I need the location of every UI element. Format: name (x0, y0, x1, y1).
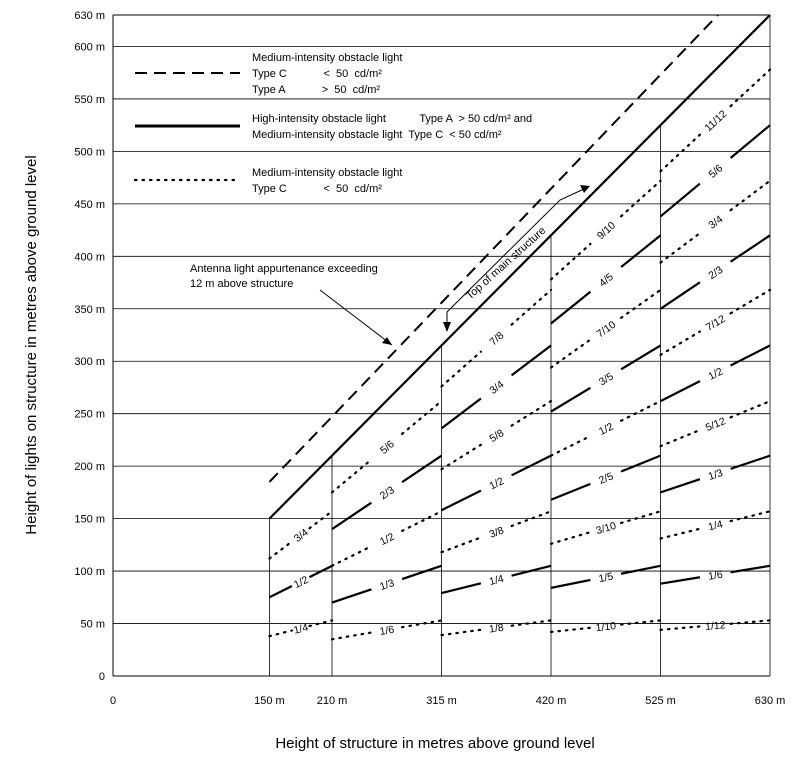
segment-dotted-33-b (731, 290, 770, 313)
y-tick-label-5: 250 m (74, 408, 105, 421)
fraction-label-7: 5/6 (377, 438, 397, 457)
y-tick-label-13: 630 m (74, 10, 105, 22)
fraction-label-4: 1/4 (292, 621, 310, 637)
y-tick-labels (74, 10, 105, 683)
segment-dotted-16-a (442, 630, 481, 635)
y-tick-label-12: 600 m (74, 41, 105, 54)
antenna-annotation-line-1: Antenna light appurtenance exceeding (190, 263, 378, 275)
segment-dotted-7-a (332, 460, 371, 493)
fraction-label-33: 7/12 (703, 312, 728, 334)
segment-dotted-23-b (621, 401, 660, 421)
segment-dotted-14-a (442, 445, 481, 470)
segment-solid-17-a (551, 292, 590, 324)
y-tick-label-6: 300 m (74, 356, 105, 369)
fraction-label-18: 3/5 (596, 370, 616, 389)
fraction-label-32: 3/4 (706, 213, 726, 232)
x-tick-label-0: 0 (109, 695, 117, 707)
y-tick-label-10: 500 m (74, 146, 105, 159)
segment-solid-28-a (661, 381, 700, 401)
fraction-label-22: 7/10 (594, 318, 619, 341)
segment-dotted-32-b (731, 181, 770, 210)
segment-solid-29-b (731, 456, 770, 469)
x-tick-label-1: 150 m (254, 695, 285, 707)
segment-solid-27-b (731, 235, 770, 261)
segment-dotted-36-a (661, 626, 700, 629)
y-tick-label-0: 0 (98, 671, 105, 683)
segment-dotted-31-a (661, 135, 700, 172)
segment-dotted-23-a (551, 436, 590, 456)
segment-dotted-24-b (621, 511, 660, 523)
segment-solid-18-a (551, 388, 590, 412)
segment-solid-6-a (332, 589, 371, 602)
segment-solid-18-b (621, 346, 660, 370)
segment-solid-19-a (551, 484, 590, 500)
segment-solid-29-a (661, 479, 700, 492)
y-tick-label-11: 550 m (74, 93, 105, 106)
fraction-label-28: 1/2 (706, 365, 725, 383)
segment-solid-6-b (402, 566, 441, 579)
y-tick-label-7: 350 m (74, 303, 105, 316)
x-tick-label-3: 315 m (426, 695, 457, 707)
fraction-label-36: 1/12 (704, 619, 727, 633)
segment-solid-20-b (621, 566, 660, 574)
fraction-label-29: 1/3 (706, 466, 725, 483)
segment-dotted-4-a (269, 630, 292, 636)
segment-dotted-13-a (442, 352, 481, 387)
legend-dotted-line-1: Medium-intensity obstacle light (252, 167, 403, 179)
segment-solid-20-a (551, 580, 590, 588)
segment-solid-2-b (309, 566, 332, 577)
annotations (190, 185, 590, 345)
fraction-label-14: 5/8 (487, 427, 507, 446)
segment-solid-11-b (512, 456, 551, 476)
fraction-label-2: 1/2 (291, 573, 311, 592)
segment-dotted-8-b (402, 511, 441, 531)
segment-solid-28-b (731, 346, 770, 366)
y-tick-label-9: 450 m (74, 198, 105, 211)
y-tick-label-8: 400 m (74, 251, 105, 264)
segment-solid-26-a (661, 184, 700, 217)
fraction-label-16: 1/8 (488, 621, 505, 636)
segment-solid-11-a (442, 491, 481, 511)
y-tick-label-2: 100 m (74, 566, 105, 579)
segment-solid-2-a (269, 586, 292, 597)
fraction-label-11: 1/2 (487, 475, 506, 493)
segment-dotted-35-b (731, 511, 770, 521)
segment-solid-26-b (731, 125, 770, 158)
fraction-label-15: 3/8 (487, 524, 506, 541)
fraction-label-10: 3/4 (487, 378, 507, 397)
x-axis-title: Height of structure in metres above ground level (275, 735, 595, 752)
fraction-label-24: 3/10 (594, 519, 618, 538)
segment-solid-12-a (442, 583, 481, 593)
segment-solid-19-b (621, 456, 660, 472)
fraction-label-3: 3/4 (291, 526, 311, 545)
light-level-lines (269, 15, 770, 639)
x-tick-label-2: 210 m (316, 695, 348, 707)
antenna-annotation-line-2: 12 m above structure (190, 278, 294, 290)
fraction-label-17: 4/5 (596, 270, 616, 290)
fraction-label-12: 1/4 (487, 572, 506, 589)
x-tick-label-6: 630 m (754, 695, 786, 707)
fraction-label-13: 7/8 (487, 329, 507, 349)
fraction-label-6: 1/3 (378, 577, 396, 594)
segment-dotted-24-a (551, 532, 590, 544)
fraction-label-9: 1/6 (378, 623, 396, 638)
segment-solid-10-b (512, 346, 551, 376)
antenna-arrow-line (320, 290, 392, 345)
legend-solid-line-2: Medium-intensity obstacle light Type C < 50 cd/m² (252, 129, 502, 141)
segment-dotted-8-a (332, 546, 371, 566)
segment-dotted-34-b (731, 401, 770, 417)
legend-dashed-line-1: Medium-intensity obstacle light (252, 52, 403, 64)
segment-solid-30-a (661, 577, 700, 583)
segment-dotted-21-b (621, 181, 660, 217)
segment-dotted-22-a (551, 340, 590, 368)
segment-dotted-13-b (512, 290, 551, 325)
top-structure-arrow-right (580, 185, 590, 193)
fraction-label-20: 1/5 (597, 570, 615, 586)
y-tick-label-4: 200 m (74, 461, 105, 474)
top-structure-arrow-down (443, 322, 451, 332)
segment-dotted-34-a (661, 430, 700, 446)
fraction-label-30: 1/6 (707, 568, 724, 583)
segment-dotted-7-b (402, 401, 441, 434)
segment-dotted-21-a (551, 244, 590, 280)
segment-solid-5-a (332, 503, 371, 529)
fraction-label-23: 1/2 (596, 420, 616, 438)
segment-dotted-9-a (332, 632, 371, 639)
fraction-label-35: 1/4 (706, 518, 725, 534)
fraction-label-27: 2/3 (706, 263, 726, 282)
segment-dotted-25-a (551, 628, 590, 632)
legend-dashed-line-2: Type C < 50 cd/m² (252, 68, 382, 80)
y-tick-label-1: 50 m (80, 618, 105, 631)
fraction-label-5: 2/3 (377, 484, 397, 503)
x-tick-label-4: 420 m (535, 695, 567, 707)
fraction-label-25: 1/10 (595, 620, 617, 635)
fraction-label-21: 9/10 (594, 219, 619, 243)
legend-solid-line-1: High-intensity obstacle light Type A > 50 cd/m² and (252, 113, 533, 125)
segment-solid-5-b (402, 456, 441, 482)
segment-dotted-22-b (621, 290, 660, 318)
segment-dotted-16-b (512, 620, 551, 625)
segment-dotted-3-b (309, 511, 332, 528)
segment-dotted-31-b (731, 70, 770, 107)
fraction-label-8: 1/2 (377, 530, 397, 549)
y-axis-title: Height of lights on structure in metres above ground level (23, 155, 40, 535)
segment-dotted-15-a (442, 537, 481, 552)
fraction-label-19: 2/5 (597, 470, 616, 487)
fraction-label-34: 5/12 (703, 415, 728, 435)
top-of-main-structure-label: Top of main structure (463, 224, 549, 303)
segment-solid-17-b (621, 235, 660, 267)
legend-dashed-line-3: Type A > 50 cd/m² (252, 84, 381, 96)
legend (135, 52, 532, 195)
segment-dotted-33-a (661, 332, 700, 355)
fraction-label-26: 5/6 (706, 162, 726, 181)
x-tick-label-5: 525 m (645, 695, 676, 707)
segment-dotted-32-a (661, 233, 700, 262)
segment-dotted-35-a (661, 529, 700, 539)
legend-dotted-line-2: Type C < 50 cd/m² (252, 183, 382, 195)
fraction-label-31: 11/12 (702, 108, 730, 135)
segment-dotted-3-a (269, 541, 292, 558)
y-tick-label-3: 150 m (74, 513, 105, 526)
segment-solid-27-a (661, 282, 700, 308)
x-tick-labels (110, 695, 785, 707)
